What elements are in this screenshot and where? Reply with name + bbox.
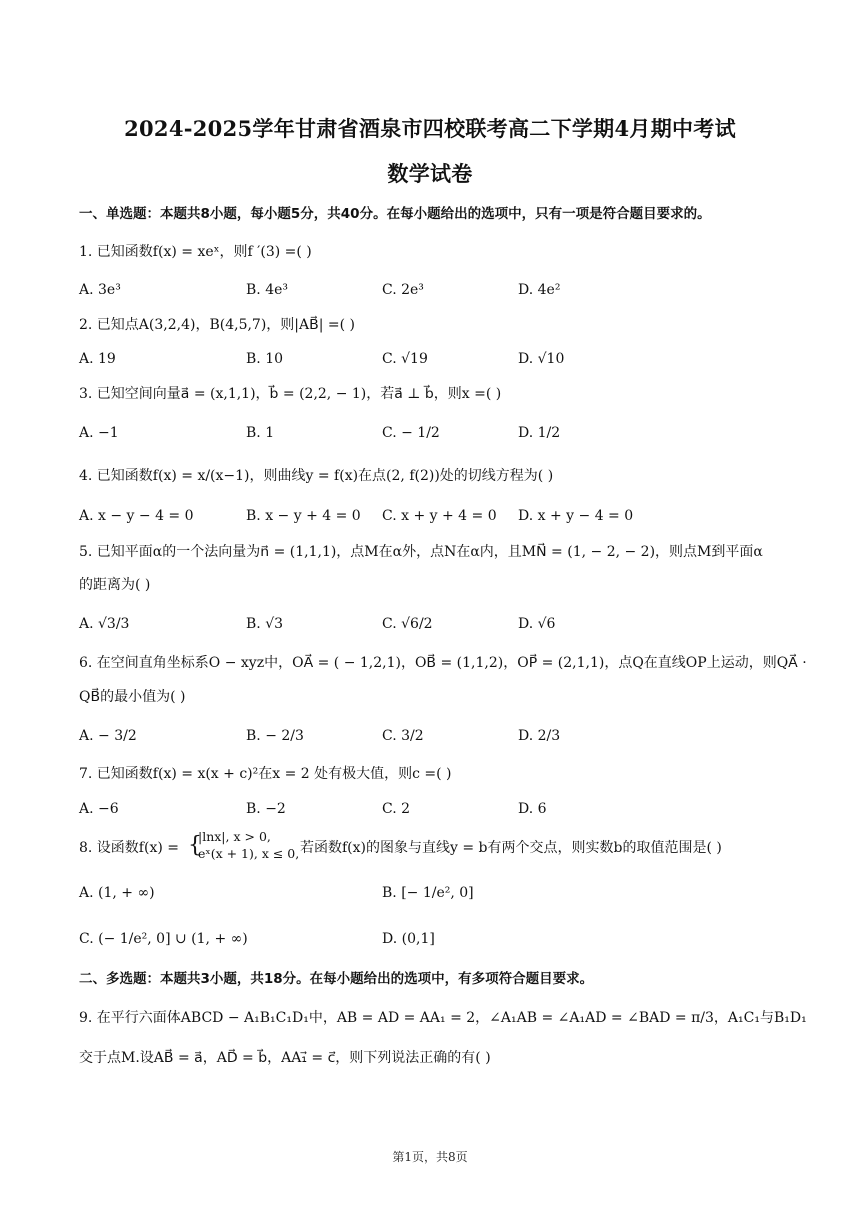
q6-option-a: A. − 3/2: [79, 728, 137, 744]
q8-option-c: C. (− 1/e², 0] ∪ (1, + ∞): [79, 931, 248, 947]
question-6-cont: QB⃗的最小值为( ): [79, 689, 186, 705]
question-4: 4. 已知函数f(x) = x/(x−1)，则曲线y = f(x)在点(2, f(2))处的切线方程为( ): [79, 468, 554, 484]
q5-option-a: A. √3/3: [79, 616, 130, 632]
question-2: 2. 已知点A(3,2,4)，B(4,5,7)，则|AB⃗| =( ): [79, 317, 356, 333]
section-multi-choice: 二、多选题：本题共3小题，共18分。在每小题给出的选项中，有多项符合题目要求。: [79, 971, 594, 987]
q8-option-b: B. [− 1/e², 0]: [382, 885, 474, 901]
q3-option-c: C. − 1/2: [382, 425, 440, 441]
question-8-rest: 若函数f(x)的图象与直线y = b有两个交点，则实数b的取值范围是( ): [300, 840, 722, 856]
q6-option-d: D. 2/3: [518, 728, 561, 744]
q3-option-d: D. 1/2: [518, 425, 561, 441]
q5-option-c: C. √6/2: [382, 616, 433, 632]
q8-option-a: A. (1, + ∞): [79, 885, 155, 901]
q1-option-d: D. 4e²: [518, 282, 561, 298]
q5-option-d: D. √6: [518, 616, 556, 632]
q4-option-c: C. x + y + 4 = 0: [382, 508, 497, 524]
question-9: 9. 在平行六面体ABCD − A₁B₁C₁D₁中，AB = AD = AA₁ = 2，∠A₁AB = ∠A₁AD = ∠BAD = π/3，A₁C₁与B₁D₁: [79, 1010, 807, 1026]
section-single-choice: 一、单选题：本题共8小题，每小题5分，共40分。在每小题给出的选项中，只有一项是符合题目要求的。: [79, 206, 711, 222]
piecewise-case-2: eˣ(x + 1), x ≤ 0,: [198, 846, 300, 861]
question-5: 5. 已知平面α的一个法向量为n⃗ = (1,1,1)，点M在α外，点N在α内，且MN⃗ = (1, − 2, − 2)，则点M到平面α: [79, 544, 763, 560]
q1-option-c: C. 2e³: [382, 282, 424, 298]
question-1: 1. 已知函数f(x) = xeˣ，则f ′(3) =( ): [79, 244, 312, 260]
question-8-lead: 8. 设函数f(x) =: [79, 840, 179, 856]
question-6: 6. 在空间直角坐标系O − xyz中，OA⃗ = ( − 1,2,1)，OB⃗ = (1,1,2)，OP⃗ = (2,1,1)，点Q在直线OP上运动，则QA⃗ ·: [79, 655, 807, 671]
q3-option-a: A. −1: [79, 425, 119, 441]
question-3: 3. 已知空间向量a⃗ = (x,1,1)，b⃗ = (2,2, − 1)，若a⃗ ⊥ b⃗，则x =( ): [79, 386, 502, 402]
q6-option-b: B. − 2/3: [246, 728, 304, 744]
q3-option-b: B. 1: [246, 425, 275, 441]
q5-option-b: B. √3: [246, 616, 284, 632]
piecewise-brace: {: [188, 833, 202, 858]
q4-option-d: D. x + y − 4 = 0: [518, 508, 634, 524]
q2-option-a: A. 19: [79, 351, 116, 367]
q1-option-a: A. 3e³: [79, 282, 121, 298]
q8-option-d: D. (0,1]: [382, 931, 435, 947]
question-5-cont: 的距离为( ): [79, 577, 151, 593]
q6-option-c: C. 3/2: [382, 728, 424, 744]
question-7: 7. 已知函数f(x) = x(x + c)²在x = 2 处有极大值，则c =( ): [79, 766, 452, 782]
q7-option-d: D. 6: [518, 801, 547, 817]
q2-option-d: D. √10: [518, 351, 565, 367]
exam-title: 2024-2025学年甘肃省酒泉市四校联考高二下学期4月期中考试: [124, 116, 736, 141]
q4-option-a: A. x − y − 4 = 0: [79, 508, 194, 524]
q1-option-b: B. 4e³: [246, 282, 288, 298]
piecewise-case-1: |lnx|, x > 0,: [198, 829, 271, 844]
q4-option-b: B. x − y + 4 = 0: [246, 508, 361, 524]
q2-option-c: C. √19: [382, 351, 428, 367]
exam-subtitle: 数学试卷: [387, 161, 473, 186]
q7-option-a: A. −6: [79, 801, 119, 817]
question-9-cont: 交于点M.设AB⃗ = a⃗，AD⃗ = b⃗，AA₁⃗ = c⃗，则下列说法正确的有( ): [79, 1050, 491, 1066]
q7-option-b: B. −2: [246, 801, 286, 817]
page-footer: 第1页，共8页: [392, 1150, 468, 1164]
q2-option-b: B. 10: [246, 351, 284, 367]
q7-option-c: C. 2: [382, 801, 411, 817]
